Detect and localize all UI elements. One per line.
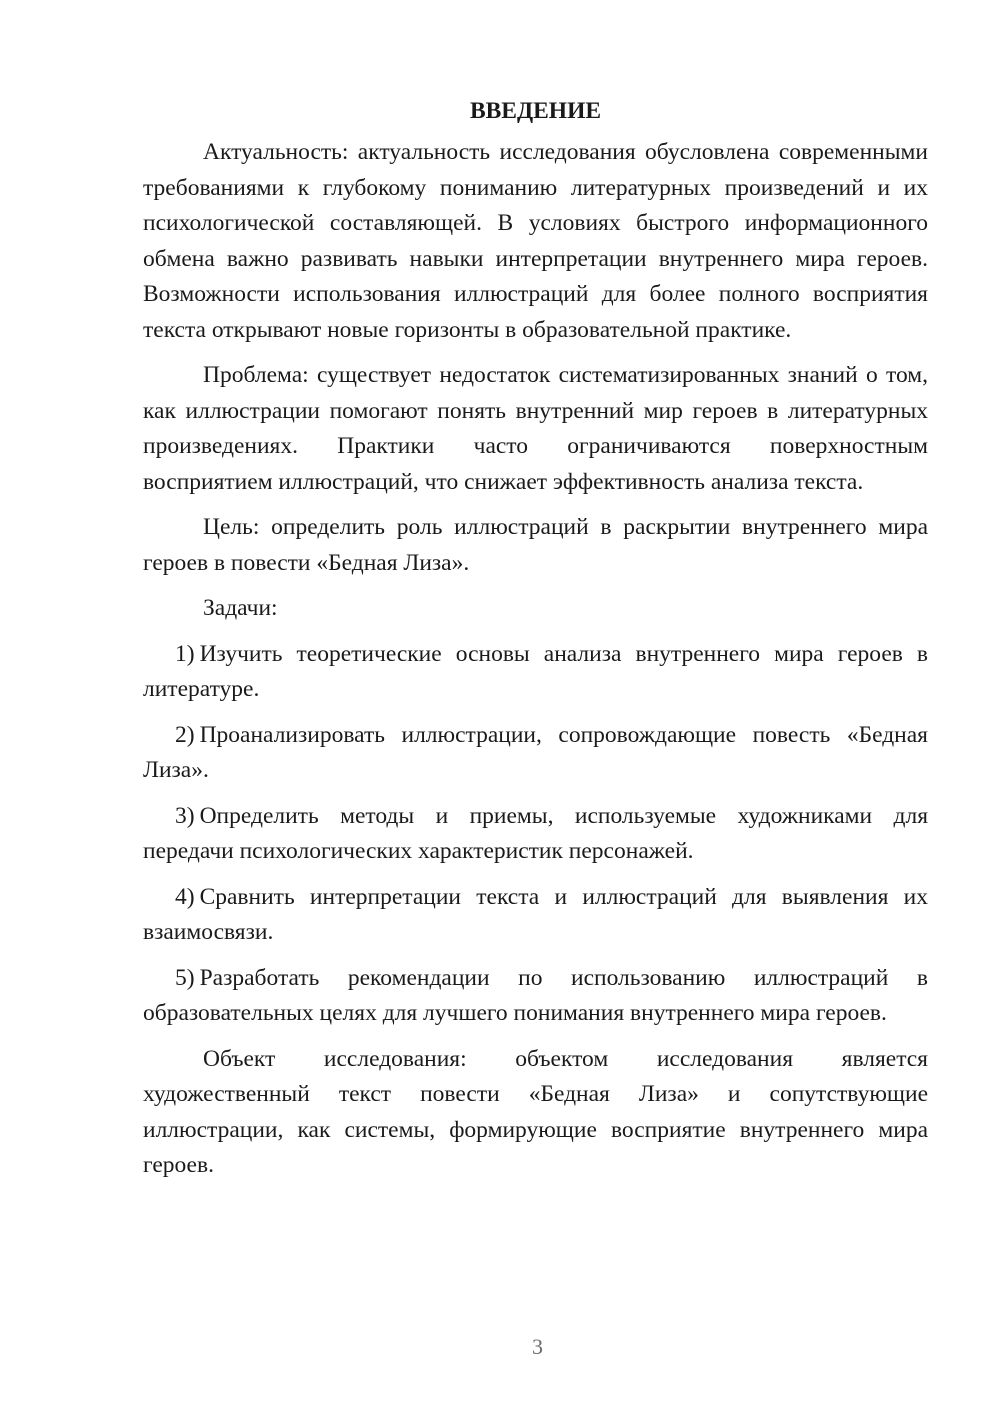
tasks-heading: Задачи: — [203, 595, 278, 621]
task-item-4 — [143, 880, 928, 951]
page-number: 3 — [532, 1334, 543, 1359]
task-item-2 — [143, 718, 928, 789]
task-number: 5) — [175, 964, 195, 991]
relevance-paragraph: Актуальность: актуальность исследования обусловлена современными требованиями к глубокому пониманию литературных произведений и их психологической составляющей. В условиях быстрого информационного обмена важно развивать навыки интерпретации внутреннего мира героев. Возможности использования иллюстраций для более полного восприятия текста открывают новые горизонты в образовательной практике. — [143, 139, 928, 343]
task-item-3 — [143, 799, 928, 870]
section-title: ВВЕДЕНИЕ — [469, 98, 602, 124]
task-text: Изучить теоретические основы анализа внутреннего мира героев в литературе. — [143, 640, 928, 702]
task-number: 4) — [175, 883, 195, 910]
task-number: 3) — [175, 802, 195, 829]
page-content — [143, 93, 928, 1194]
task-item-1 — [143, 637, 928, 708]
task-text: Определить методы и приемы, используемые художниками для передачи психологических характеристик персонажей. — [143, 802, 928, 864]
task-item-5 — [143, 961, 928, 1032]
task-text: Разработать рекомендации по использованию иллюстраций в образовательных целях для лучшего понимания внутреннего мира героев. — [143, 964, 928, 1026]
object-paragraph: Объект исследования: объектом исследования является художественный текст повести «Бедная Лиза» и сопутствующие иллюстрации, как системы, формирующие восприятие внутреннего мира героев. — [143, 1045, 928, 1178]
task-number: 2) — [175, 721, 195, 748]
task-text: Проанализировать иллюстрации, сопровождающие повесть «Бедная Лиза». — [143, 721, 928, 783]
problem-paragraph: Проблема: существует недостаток систематизированных знаний о том, как иллюстрации помогают понять внутренний мир героев в литературных произведениях. Практики часто ограничиваются поверхностным восприятием иллюстраций, что снижает эффективность анализа текста. — [143, 362, 928, 495]
goal-paragraph: Цель: определить роль иллюстраций в раскрытии внутреннего мира героев в повести «Бедная Лиза». — [143, 514, 928, 576]
task-text: Сравнить интерпретации текста и иллюстраций для выявления их взаимосвязи. — [143, 883, 928, 945]
task-number: 1) — [175, 640, 195, 667]
